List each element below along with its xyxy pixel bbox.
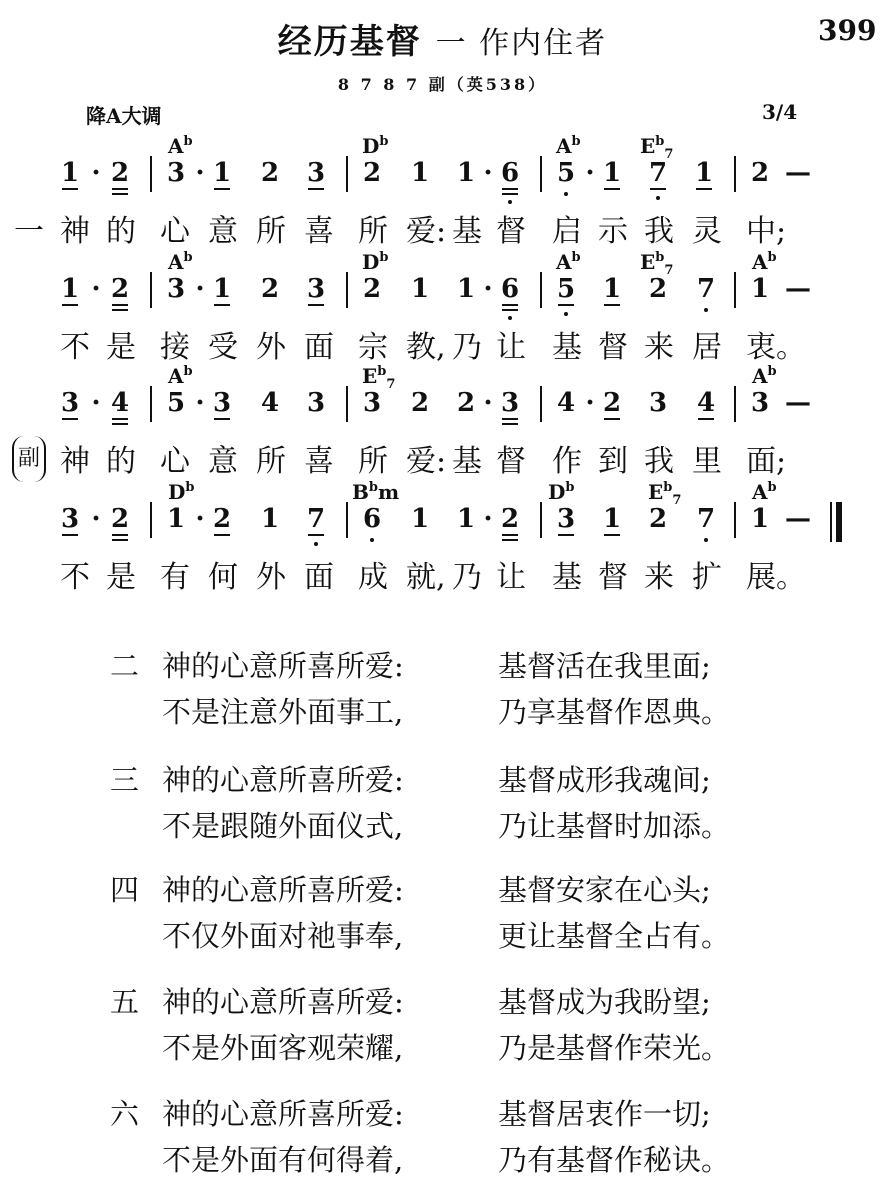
note: 2: [410, 388, 430, 418]
title-subtitle: 一 作内住者: [435, 26, 608, 61]
lyric-syllable: 扩: [692, 560, 722, 595]
duration-dot: ·: [195, 274, 205, 304]
verse-line-2b: 乃有基督作秘诀。: [498, 1143, 731, 1177]
lyric-syllable: 督: [598, 560, 628, 595]
note: 7: [303, 504, 329, 534]
verse-number: 四: [110, 873, 140, 907]
music-system: [0, 250, 885, 370]
lyric-syllable: 所: [256, 444, 286, 479]
verse-line-1a: 神的心意所喜所爱:: [162, 1097, 404, 1131]
note: 3: [60, 388, 80, 418]
verse-line-2b: 更让基督全占有。: [498, 919, 731, 953]
bar-line: [150, 502, 152, 538]
bar-line: [540, 272, 542, 308]
duration-dot: ·: [195, 158, 205, 188]
lyric-syllable: 就,: [406, 560, 446, 595]
lyric-syllable: 宗: [358, 330, 388, 365]
lyric-syllable: 喜: [304, 444, 334, 479]
note: 2: [212, 504, 232, 534]
note: 2: [107, 274, 133, 304]
note: 2: [260, 158, 280, 188]
note: 3: [750, 388, 770, 418]
bar-line: [346, 156, 348, 192]
note: 1: [602, 158, 622, 188]
note: 3: [60, 504, 80, 534]
note: 3: [497, 388, 523, 418]
note: 7: [693, 504, 719, 534]
lyric-syllable: 神: [60, 214, 90, 249]
lyric-syllable: 所: [358, 214, 388, 249]
note: 2: [362, 274, 382, 304]
note: 3: [306, 388, 326, 418]
lyric-syllable: 督: [496, 214, 526, 249]
lyric-syllable: 心: [160, 444, 190, 479]
duration-dot: ·: [483, 504, 493, 534]
lyric-syllable: 让: [496, 560, 526, 595]
note: 2: [107, 158, 133, 188]
lyric-syllable: 我: [644, 444, 674, 479]
lyric-syllable: 基: [552, 330, 582, 365]
bar-line: [150, 156, 152, 192]
duration-dot: ·: [195, 388, 205, 418]
duration-dot: ·: [195, 504, 205, 534]
lyric-syllable: 督: [598, 330, 628, 365]
note: 7: [645, 158, 671, 188]
note: 4: [556, 388, 576, 418]
verse-line-2b: 乃是基督作荣光。: [498, 1031, 731, 1065]
lyric-syllable: 何: [208, 560, 238, 595]
note: 1: [410, 158, 430, 188]
verse-line-2a: 不是注意外面事工,: [162, 695, 404, 729]
lyric-syllable: 神: [60, 444, 90, 479]
lyric-syllable: 面: [304, 560, 334, 595]
lyric-syllable: 不: [60, 330, 90, 365]
chord-symbol: $A^b$: [168, 134, 193, 158]
lyric-syllable: 意: [208, 214, 238, 249]
bar-line: [540, 156, 542, 192]
note: 2: [107, 504, 133, 534]
note: 2: [456, 388, 476, 418]
lyric-syllable: 所: [256, 214, 286, 249]
lyric-syllable: 基: [452, 214, 482, 249]
lyric-syllable: 居: [692, 330, 722, 365]
chord-symbol: $E^b_7$: [640, 134, 674, 162]
verse-line-2b: 乃享基督作恩典。: [498, 695, 731, 729]
lyric-syllable: 展。: [746, 560, 806, 595]
verse-number: 六: [110, 1097, 140, 1131]
chord-symbol: $A^b$: [168, 250, 193, 274]
lyric-syllable: 来: [644, 560, 674, 595]
lyric-syllable: 不: [60, 560, 90, 595]
note: 4: [260, 388, 280, 418]
note: 2: [362, 158, 382, 188]
lyric-syllable: 面: [304, 330, 334, 365]
lyric-syllable: 喜: [304, 214, 334, 249]
title-main: 经历基督: [277, 22, 422, 62]
lyric-syllable: 到: [598, 444, 628, 479]
meter-line: 8 7 8 7 副（英538）: [337, 75, 548, 94]
note: 3: [306, 274, 326, 304]
key-signature: 降A大调: [86, 104, 162, 128]
verse-line-1b: 基督成为我盼望;: [498, 985, 711, 1019]
music-system: [0, 364, 885, 484]
lyric-syllable: 衷。: [746, 330, 806, 365]
duration-dot: ·: [585, 158, 595, 188]
verse-line-1b: 基督成形我魂间;: [498, 763, 711, 797]
duration-dot: ·: [91, 504, 101, 534]
lyric-syllable: 让: [496, 330, 526, 365]
lyric-syllable: 意: [208, 444, 238, 479]
note: 1: [166, 504, 186, 534]
bar-line: [734, 502, 736, 538]
note: 1: [410, 504, 430, 534]
bar-line: [540, 386, 542, 422]
bar-line: [150, 386, 152, 422]
hymn-title: [0, 14, 885, 63]
verse-number: 五: [110, 985, 140, 1019]
note: 1: [60, 274, 80, 304]
note: 1: [694, 158, 714, 188]
note: 4: [107, 388, 133, 418]
note: 3: [166, 158, 186, 188]
verse-number: 三: [110, 763, 140, 797]
lyric-syllable: 里: [692, 444, 722, 479]
lyric-syllable: 基: [552, 560, 582, 595]
lyric-syllable: 来: [644, 330, 674, 365]
bar-line: [150, 272, 152, 308]
bar-line: [540, 502, 542, 538]
chord-symbol: $A^b$: [556, 250, 581, 274]
note: 2: [750, 158, 770, 188]
duration-dot: ·: [91, 158, 101, 188]
lyric-syllable: 有: [160, 560, 190, 595]
verse-line-1a: 神的心意所喜所爱:: [162, 985, 404, 1019]
note: 1: [602, 504, 622, 534]
lyric-syllable: 基: [452, 444, 482, 479]
verse-line-2a: 不是外面有何得着,: [162, 1143, 404, 1177]
note: 4: [696, 388, 716, 418]
note: 1: [212, 158, 232, 188]
lyric-syllable: 中;: [746, 214, 787, 249]
lyric-syllable: 外: [256, 560, 286, 595]
bar-line: [346, 386, 348, 422]
chord-symbol: $A^b$: [752, 480, 777, 504]
note: 3: [166, 274, 186, 304]
note: 1: [456, 274, 476, 304]
note: 1: [60, 158, 80, 188]
time-signature: 3/4: [762, 100, 798, 124]
music-system: [0, 480, 885, 600]
verse-line-1a: 神的心意所喜所爱:: [162, 873, 404, 907]
lyric-syllable: 心: [160, 214, 190, 249]
lyric-syllable: 面;: [746, 444, 787, 479]
note: 2: [602, 388, 622, 418]
note: 1: [410, 274, 430, 304]
lyric-syllable: 的: [106, 444, 136, 479]
extension-dash: —: [785, 274, 811, 304]
lyric-syllable: 我: [644, 214, 674, 249]
refrain-marker: 副: [12, 436, 46, 482]
note: 5: [553, 274, 579, 304]
chord-symbol: $A^b$: [168, 364, 193, 388]
lyric-syllable: 是: [106, 560, 136, 595]
chord-symbol: $B^bm$: [352, 480, 400, 504]
lyric-syllable: 是: [106, 330, 136, 365]
note: 1: [750, 274, 770, 304]
extension-dash: —: [785, 158, 811, 188]
lyric-syllable: 作: [552, 444, 582, 479]
note: 6: [359, 504, 385, 534]
extension-dash: —: [785, 388, 811, 418]
note: 2: [648, 504, 668, 534]
duration-dot: ·: [585, 388, 595, 418]
extension-dash: —: [785, 504, 811, 534]
lyric-syllable: 教,: [406, 330, 446, 365]
note: 1: [212, 274, 232, 304]
note: 2: [260, 274, 280, 304]
verse-line-2a: 不仅外面对祂事奉,: [162, 919, 404, 953]
chord-symbol: $D^b$: [548, 480, 575, 504]
music-system: [0, 134, 885, 254]
verse-line-2b: 乃让基督时加添。: [498, 809, 731, 843]
bar-line: [734, 272, 736, 308]
duration-dot: ·: [483, 158, 493, 188]
note: 3: [362, 388, 382, 418]
verse-line-1a: 神的心意所喜所爱:: [162, 649, 404, 683]
verse-line-2a: 不是跟随外面仪式,: [162, 809, 404, 843]
lyric-syllable: 督: [496, 444, 526, 479]
verse-line-1b: 基督居衷作一切;: [498, 1097, 711, 1131]
bar-line: [346, 502, 348, 538]
chord-symbol: $D^b$: [168, 480, 195, 504]
note: 2: [497, 504, 523, 534]
verse-number: 一: [14, 214, 44, 249]
lyric-syllable: 的: [106, 214, 136, 249]
note: 2: [648, 274, 668, 304]
lyric-syllable: 爱:: [406, 214, 447, 249]
bar-line: [346, 272, 348, 308]
chord-symbol: $A^b$: [752, 364, 777, 388]
lyric-syllable: 成: [358, 560, 388, 595]
lyric-syllable: 灵: [692, 214, 722, 249]
chord-symbol: $E^b_7$: [648, 480, 682, 508]
note: 3: [648, 388, 668, 418]
chord-symbol: $E^b_7$: [640, 250, 674, 278]
verse-number: 二: [110, 649, 140, 683]
note: 1: [750, 504, 770, 534]
bar-line: [734, 156, 736, 192]
note: 1: [456, 504, 476, 534]
lyric-syllable: 接: [160, 330, 190, 365]
lyric-syllable: 乃: [452, 330, 482, 365]
verse-line-1b: 基督安家在心头;: [498, 873, 711, 907]
lyric-syllable: 所: [358, 444, 388, 479]
note: 3: [306, 158, 326, 188]
lyric-syllable: 启: [552, 214, 582, 249]
chord-symbol: $D^b$: [362, 250, 389, 274]
verse-line-1a: 神的心意所喜所爱:: [162, 763, 404, 797]
verse-line-1b: 基督活在我里面;: [498, 649, 711, 683]
bar-line: [734, 386, 736, 422]
note: 1: [602, 274, 622, 304]
note: 1: [260, 504, 280, 534]
note: 5: [553, 158, 579, 188]
note: 6: [497, 158, 523, 188]
chord-symbol: $A^b$: [752, 250, 777, 274]
duration-dot: ·: [91, 274, 101, 304]
hymn-number: 399: [818, 14, 877, 47]
lyric-syllable: 爱:: [406, 444, 447, 479]
final-bar-line-thick: [836, 502, 842, 542]
note: 5: [166, 388, 186, 418]
lyric-syllable: 示: [598, 214, 628, 249]
duration-dot: ·: [91, 388, 101, 418]
note: 6: [497, 274, 523, 304]
final-bar-line-thin: [830, 502, 832, 542]
chord-symbol: $E^b_7$: [362, 364, 396, 392]
lyric-syllable: 受: [208, 330, 238, 365]
note: 3: [212, 388, 232, 418]
note: 7: [693, 274, 719, 304]
lyric-syllable: 乃: [452, 560, 482, 595]
lyric-syllable: 外: [256, 330, 286, 365]
verse-line-2a: 不是外面客观荣耀,: [162, 1031, 404, 1065]
chord-symbol: $A^b$: [556, 134, 581, 158]
note: 3: [556, 504, 576, 534]
note: 1: [456, 158, 476, 188]
chord-symbol: $D^b$: [362, 134, 389, 158]
duration-dot: ·: [483, 388, 493, 418]
duration-dot: ·: [483, 274, 493, 304]
